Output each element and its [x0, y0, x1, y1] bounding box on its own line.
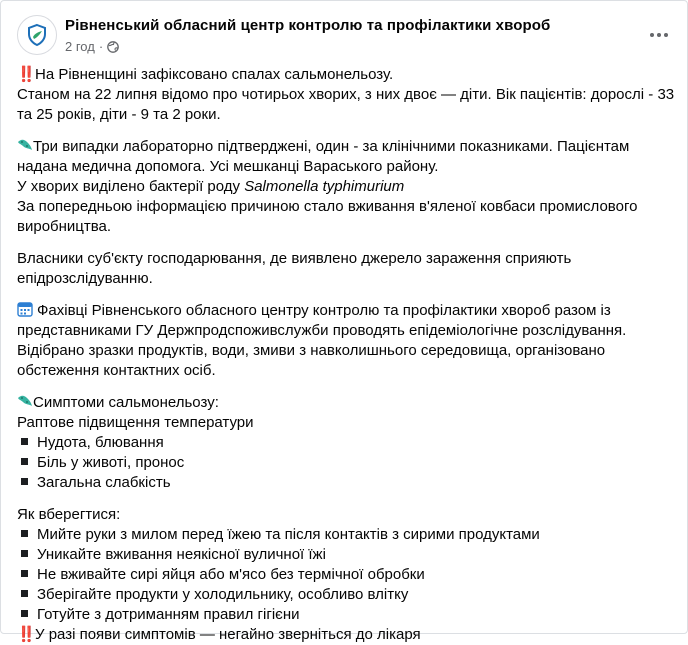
post-body [17, 65, 675, 645]
list-item [17, 545, 671, 565]
shield-logo-icon [25, 23, 49, 47]
globe-icon [107, 41, 119, 53]
text: Не вживайте сирі яйця або м'ясо без термічної обробки [37, 566, 425, 583]
post-meta [65, 39, 119, 54]
text-line: Власники суб'єкту господарювання, де виявлено джерело зараження сприяють [17, 250, 572, 267]
microbe-icon [17, 394, 33, 408]
more-horizontal-icon[interactable] [647, 25, 671, 45]
bullet-square-icon [21, 550, 28, 557]
list-item [17, 525, 671, 545]
text-line: Станом на 22 липня відомо про чотирьох хворих, з них двоє — діти. Вік пацієнтів: дорослі - 33 [17, 86, 675, 103]
text-line [17, 301, 671, 321]
text: Нудота, блювання [37, 434, 164, 451]
list-item [17, 585, 671, 605]
text-line: Відібрано зразки продуктів, води, змиви з навколишнього середовища, організовано [17, 342, 606, 359]
list-item [17, 453, 671, 473]
bullet-square-icon [21, 438, 28, 445]
text-line: виробництва. [17, 218, 112, 235]
post-header [17, 11, 671, 59]
list-item [17, 433, 671, 453]
paragraph-owners [17, 249, 671, 289]
bullet-square-icon [21, 530, 28, 537]
text-line: представниками ГУ Держпродспоживслужби проводять епідеміологічне розслідування. [17, 322, 627, 339]
text: Мийте руки з милом перед їжею та після контактів з сирими продуктами [37, 526, 540, 543]
text: У хворих виділено бактерії роду [17, 178, 245, 195]
double-exclamation-icon: ‼️ [17, 626, 36, 643]
bullet-square-icon [21, 570, 28, 577]
bullet-square-icon [21, 478, 28, 485]
text-line [17, 177, 671, 197]
text: Фахівці Рівненського обласного центру контролю та профілактики хвороб разом із [37, 302, 611, 319]
section-title: Як вберегтися: [17, 506, 121, 523]
text: Уникайте вживання неякісної вуличної їжі [37, 546, 326, 563]
text: Симптоми сальмонельозу: [33, 394, 219, 411]
paragraph-prevention [17, 505, 671, 645]
text: Готуйте з дотриманням правил гігієни [37, 606, 300, 623]
paragraph-investigation [17, 301, 671, 381]
text: Загальна слабкість [37, 474, 171, 491]
paragraph-symptoms [17, 393, 671, 493]
post-time[interactable]: 2 год [65, 39, 95, 54]
list-item [17, 473, 671, 493]
text-line: епідрозслідуванню. [17, 270, 153, 287]
text-line: та 25 років, діти - 9 та 2 роки. [17, 106, 221, 123]
text-line [17, 65, 671, 85]
microbe-icon [17, 138, 33, 152]
text: Біль у животі, пронос [37, 454, 185, 471]
text: Зберігайте продукти у холодильнику, особливо влітку [37, 586, 409, 603]
bullet-square-icon [21, 610, 28, 617]
text-line: За попередньою інформацією причиною стало вживання в'яленої ковбаси промислового [17, 198, 638, 215]
bullet-square-icon [21, 590, 28, 597]
text-line [17, 625, 671, 645]
page-name[interactable]: Рівненський обласний центр контролю та профілактики хвороб [65, 17, 551, 34]
text: Три випадки лабораторно підтверджені, один - за клінічними показниками. Пацієнтам [33, 138, 630, 155]
calendar-icon [17, 301, 33, 317]
text-line [17, 137, 671, 157]
bacteria-name: Salmonella typhimurium [244, 178, 405, 195]
list-item [17, 565, 671, 585]
text-line: обстеження контактних осіб. [17, 362, 216, 379]
double-exclamation-icon: ‼️ [17, 66, 36, 83]
text: На Рівненщині зафіксовано спалах сальмонельозу. [35, 66, 394, 83]
paragraph-outbreak [17, 65, 675, 125]
text: У разі появи симптомів — негайно зверніться до лікаря [35, 626, 421, 643]
text-line: Раптове підвищення температури [17, 414, 254, 431]
meta-dot: · [98, 39, 104, 54]
list-item [17, 605, 671, 625]
avatar[interactable] [17, 15, 57, 55]
section-title [17, 393, 671, 413]
bullet-square-icon [21, 458, 28, 465]
text-line: надана медична допомога. Усі мешканці Вараського району. [17, 158, 439, 175]
paragraph-cases [17, 137, 671, 237]
